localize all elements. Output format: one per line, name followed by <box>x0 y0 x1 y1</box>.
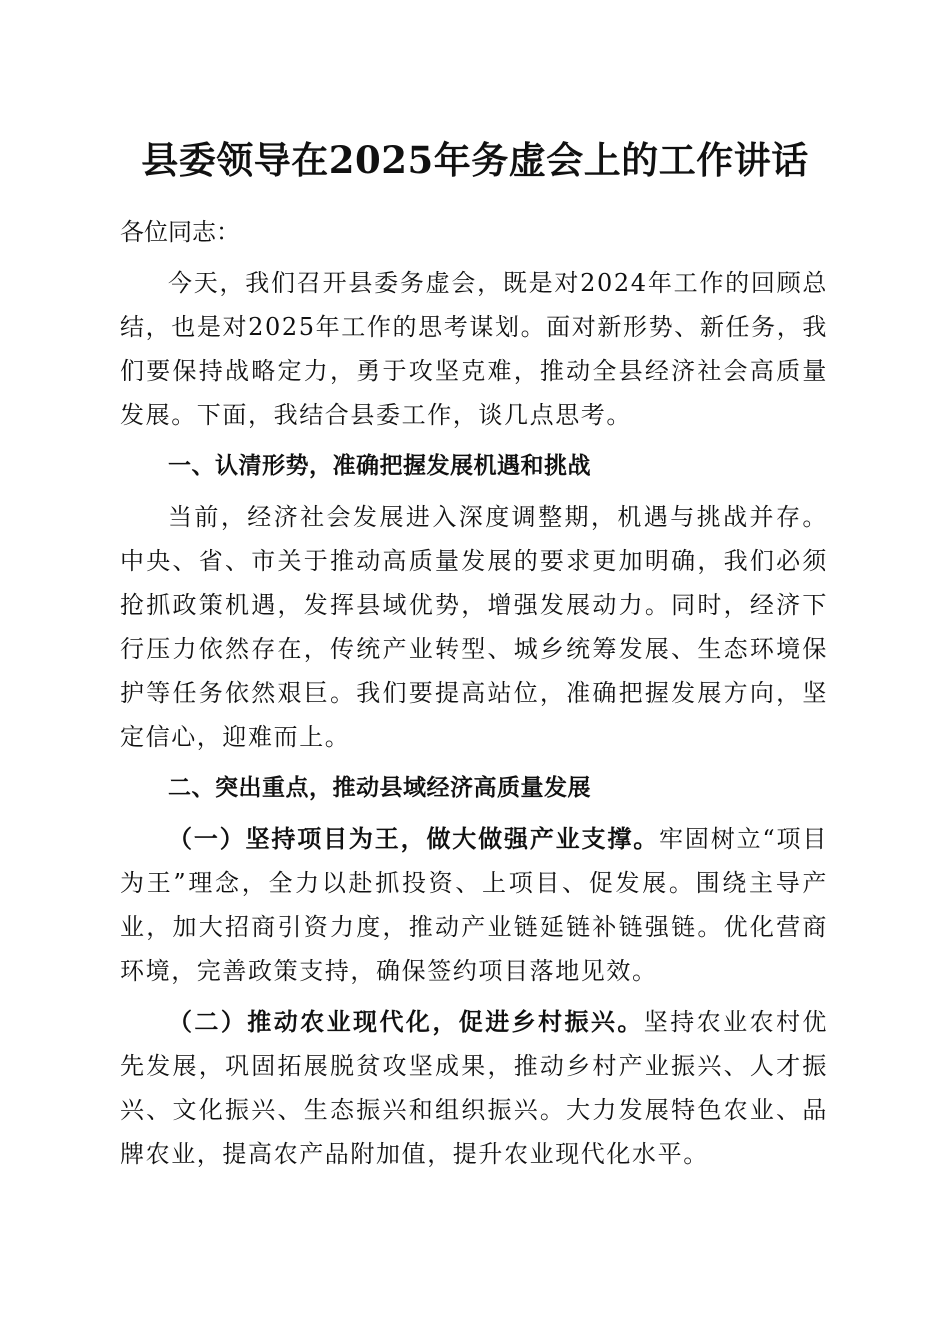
section-1-paragraph: 当前，经济社会发展进入深度调整期，机遇与挑战并存。中央、省、市关于推动高质量发展的要求更加明确，我们必须抢抓政策机遇，发挥县域优势，增强发展动力。同时，经济下行压力依然存在，传统产业转型、城乡统筹发展、生态环境保护等任务依然艰巨。我们要提高站位，准确把握发展方向，坚定信心，迎难而上。 <box>120 503 828 751</box>
subsection-1-text: 牢固树立“项目为王”理念，全力以赴抓投资、上项目、促发展。围绕主导产业，加大招商引资力度，推动产业链延链补链强链。优化营商环境，完善政策支持，确保签约项目落地见效。 <box>120 825 828 985</box>
salutation: 各位同志： <box>120 218 240 246</box>
subsection-2-paragraph <box>120 1000 828 1176</box>
section-2-heading: 二、突出重点，推动县域经济高质量发展 <box>168 775 591 801</box>
subsection-2-text: 坚持农业农村优先发展，巩固拓展脱贫攻坚成果，推动乡村产业振兴、人才振兴、文化振兴、生态振兴和组织振兴。大力发展特色农业、品牌农业，提高农产品附加值，提升农业现代化水平。 <box>120 1008 828 1168</box>
subsection-1-paragraph <box>120 817 828 993</box>
document-body <box>120 210 828 1176</box>
subsection-1-lead: （一）坚持项目为王，做大做强产业支撑。 <box>168 824 660 853</box>
intro-paragraph: 今天，我们召开县委务虚会，既是对2024年工作的回顾总结，也是对2025年工作的思考谋划。面对新形势、新任务，我们要保持战略定力，勇于攻坚克难，推动全县经济社会高质量发展。下面，我结合县委工作，谈几点思考。 <box>120 269 828 429</box>
document-title: 县委领导在2025年务虚会上的工作讲话 <box>141 138 809 182</box>
section-1-heading: 一、认清形势，准确把握发展机遇和挑战 <box>168 453 591 479</box>
subsection-2-lead: （二）推动农业现代化，促进乡村振兴。 <box>168 1007 644 1036</box>
